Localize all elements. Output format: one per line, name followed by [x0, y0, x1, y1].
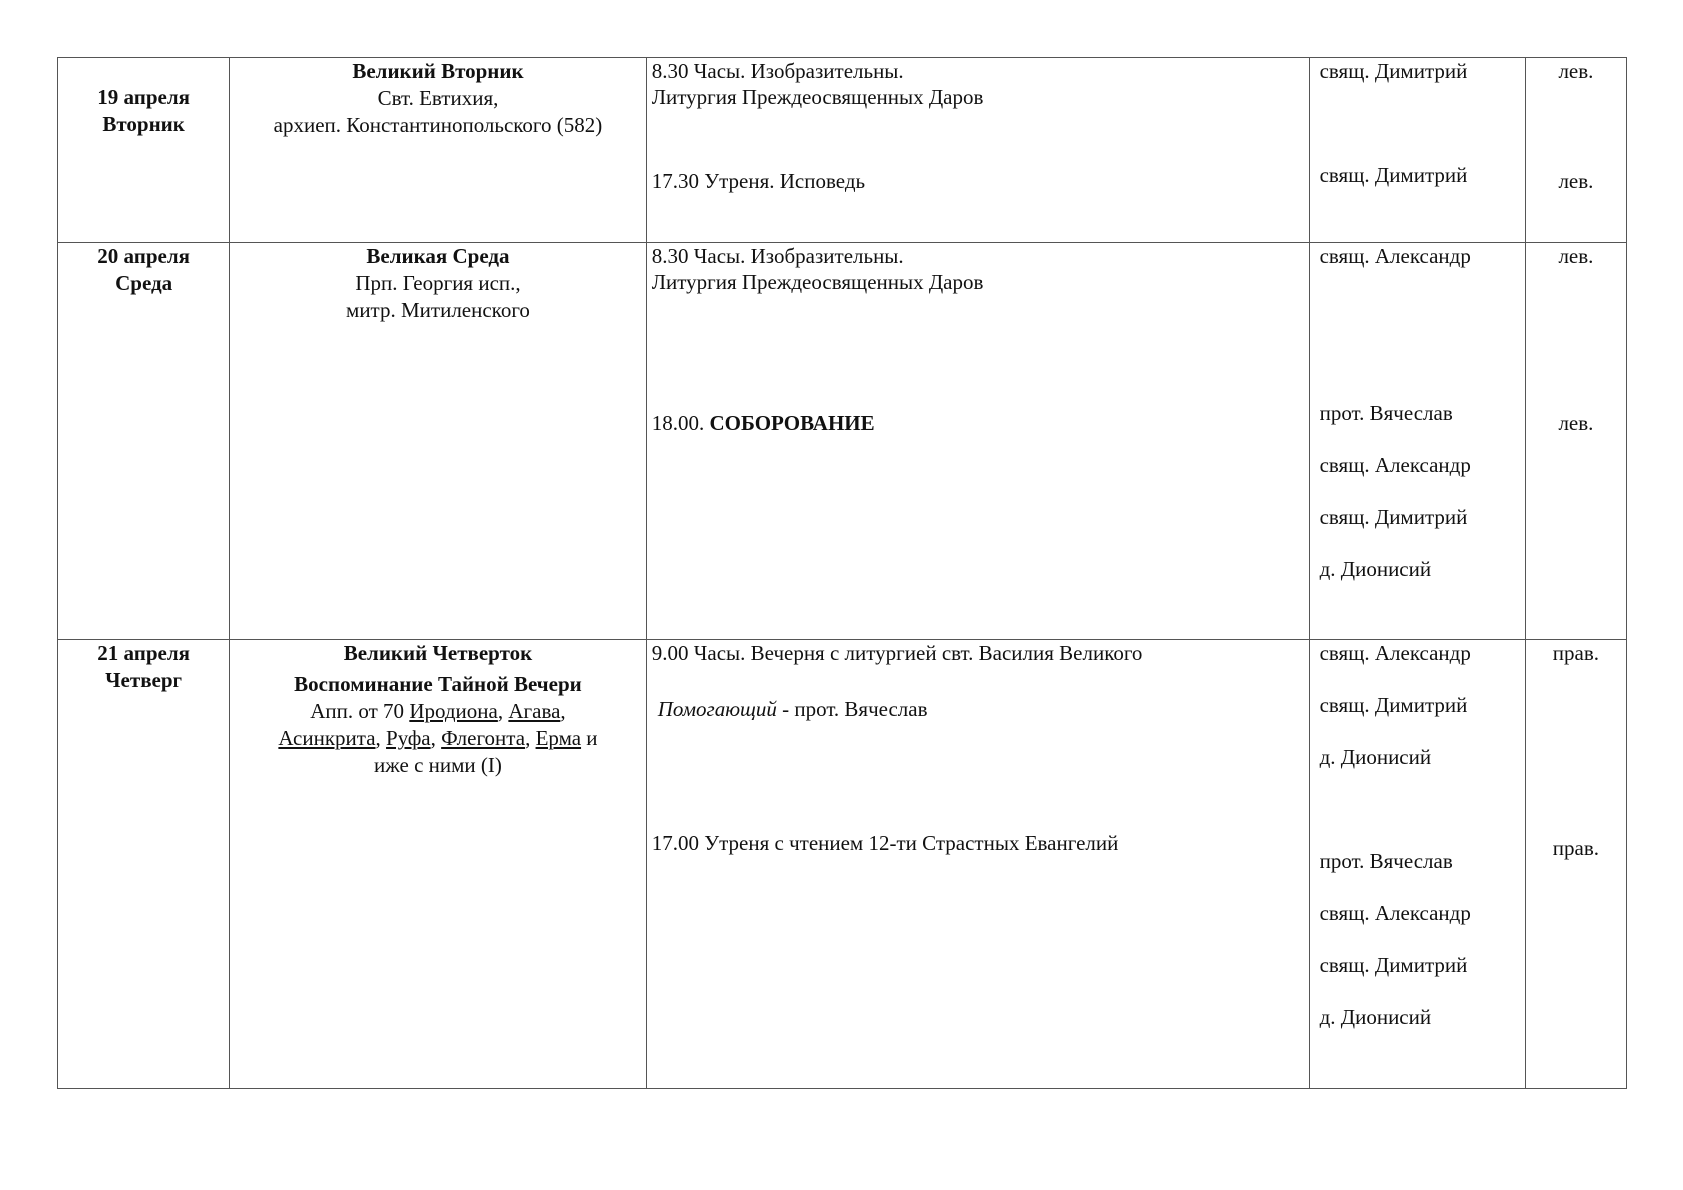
clergy-name: свящ. Димитрий	[1319, 953, 1468, 977]
saint-name: Ерма	[535, 726, 582, 750]
weekday: Четверг	[105, 668, 183, 692]
table-row	[58, 640, 1627, 1089]
date-cell	[58, 58, 230, 243]
service-line: Литургия Преждеосвященных Даров	[651, 85, 984, 109]
side-cell	[1525, 58, 1626, 243]
side-cell	[1525, 640, 1626, 1089]
clergy-name: свящ. Александр	[1319, 641, 1471, 665]
clergy-name: свящ. Димитрий	[1319, 505, 1468, 529]
saint-name: Агава	[508, 699, 561, 723]
feast-prefix: Апп. от 70	[310, 699, 405, 723]
side-label: лев.	[1558, 59, 1594, 83]
saint-name: Руфа	[386, 726, 431, 750]
clergy-name: прот. Вячеслав	[1319, 849, 1453, 873]
feast-line: Прп. Георгия исп.,	[355, 271, 521, 295]
feast-cell	[230, 58, 647, 243]
table-row	[58, 243, 1627, 640]
feast-title: Великая Среда	[366, 244, 510, 268]
service-line: 8.30 Часы. Изобразительны.	[651, 59, 904, 83]
saint-name: Иродиона	[409, 699, 498, 723]
feast-line: архиеп. Константинопольского (582)	[273, 113, 603, 137]
feast-line: митр. Митиленского	[346, 298, 530, 322]
assistant-label: Помогающий	[657, 697, 777, 721]
feast-line: иже с ними (I)	[374, 753, 502, 777]
service-line	[652, 410, 875, 437]
table-row	[58, 58, 1627, 243]
clergy-cell	[1309, 640, 1525, 1089]
service-line: 17.00 Утреня с чтением 12-ти Страстных Евангелий	[651, 831, 1119, 855]
clergy-name: д. Дионисий	[1319, 557, 1432, 581]
service-time: 18.00.	[651, 411, 705, 435]
feast-suffix: и	[586, 726, 598, 750]
side-label: лев.	[1558, 244, 1594, 268]
clergy-name: свящ. Александр	[1319, 901, 1471, 925]
clergy-cell	[1309, 243, 1525, 640]
feast-line: Асинкрита, Руфа, Флегонта, Ерма и	[278, 726, 598, 750]
saint-name: Флегонта	[441, 726, 526, 750]
clergy-name: д. Дионисий	[1319, 1005, 1432, 1029]
date: 19 апреля	[97, 85, 190, 109]
service-line: 17.30 Утреня. Исповедь	[651, 169, 866, 193]
feast-cell	[230, 640, 647, 1089]
schedule-table	[57, 57, 1627, 1089]
service-line: 9.00 Часы. Вечерня с литургией свт. Василия Великого	[651, 641, 1143, 665]
feast-cell	[230, 243, 647, 640]
assistant-name: - прот. Вячеслав	[776, 697, 928, 721]
date: 20 апреля	[97, 244, 190, 268]
date: 21 апреля	[97, 641, 190, 665]
side-cell	[1525, 243, 1626, 640]
weekday: Среда	[115, 271, 173, 295]
clergy-name: д. Дионисий	[1319, 745, 1432, 769]
saint-name: Асинкрита	[278, 726, 376, 750]
side-label: прав.	[1552, 641, 1600, 665]
service-line: 8.30 Часы. Изобразительны.	[651, 244, 904, 268]
weekday: Вторник	[102, 112, 185, 136]
clergy-cell	[1309, 58, 1525, 243]
date-cell	[58, 243, 230, 640]
feast-title: Великий Четверток	[343, 641, 533, 665]
clergy-name: свящ. Димитрий	[1319, 693, 1468, 717]
clergy-name: прот. Вячеслав	[1319, 401, 1453, 425]
side-label: лев.	[1558, 411, 1594, 435]
feast-subtitle: Воспоминание Тайной Вечери	[294, 672, 582, 696]
clergy-name: свящ. Димитрий	[1319, 59, 1468, 83]
clergy-name: свящ. Александр	[1319, 453, 1471, 477]
services-cell	[646, 640, 1309, 1089]
feast-title: Великий Вторник	[352, 59, 524, 83]
date-cell	[58, 640, 230, 1089]
services-cell	[646, 58, 1309, 243]
service-line: Литургия Преждеосвященных Даров	[651, 270, 984, 294]
services-cell	[646, 243, 1309, 640]
feast-line: Свт. Евтихия,	[377, 86, 499, 110]
assistant-line	[658, 696, 928, 723]
side-label: прав.	[1552, 836, 1600, 860]
clergy-name: свящ. Димитрий	[1319, 163, 1468, 187]
side-label: лев.	[1558, 169, 1594, 193]
service-title: СОБОРОВАНИЕ	[709, 411, 875, 435]
clergy-name: свящ. Александр	[1319, 244, 1471, 268]
feast-line: Апп. от 70 Иродиона, Агава,	[310, 699, 566, 723]
